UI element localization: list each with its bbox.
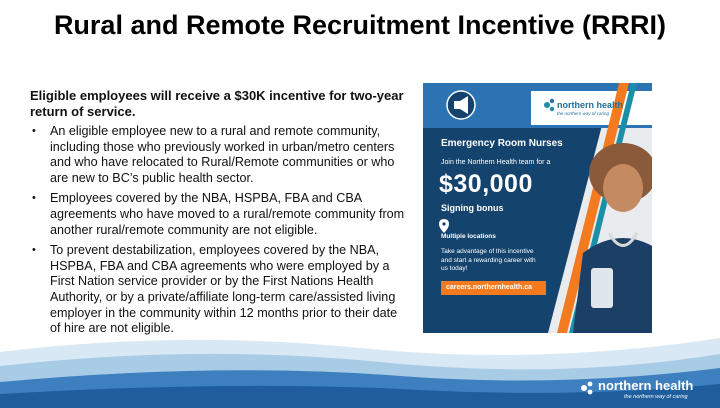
poster-bonus-label: Signing bonus [441, 203, 504, 213]
bullet-item [30, 124, 410, 186]
poster-logo [541, 98, 641, 122]
poster-url: careers.northernhealth.ca [441, 281, 546, 295]
footer-logo-name: northern health [598, 378, 694, 393]
bullet-text: An eligible employee new to a rural and remote community, including those who previously worked in urban/metro centers and who have relocated to Rural/Remote communities or who are new to BC’s public health sector. [50, 124, 395, 185]
megaphone-icon [447, 91, 475, 119]
intro-text: Eligible employees will receive a $30K incentive for two-year return of service. [30, 88, 404, 119]
footer-logo-icon [578, 378, 598, 398]
bullet-marker: • [32, 192, 36, 205]
bullet-item [30, 191, 410, 238]
recruitment-poster [423, 83, 652, 333]
bullet-marker: • [32, 125, 36, 137]
bullet-item [30, 243, 410, 337]
poster-amount: $30,000 [439, 170, 533, 198]
bullet-text: Employees covered by the NBA, HSPBA, FBA and CBA agreements who have moved to a rural/remote community from another rural/remote community are not eligible. [50, 191, 405, 237]
poster-take-text: Take advantage of this incentive and start a rewarding career with us today! [441, 248, 536, 272]
bullet-text: To prevent destabilization, employees covered by the NBA, HSPBA, FBA and CBA agreements who were employed by a First Nation service provider or by the First Nations Health Authority, or by a private/affiliate long-term care/assisted living employer in the community within 12 months prior to their date of hire are not eligible. [50, 243, 398, 336]
page-title: Rural and Remote Recruitment Incentive (RRRI) [53, 10, 667, 40]
poster-logo-name: northern health [557, 100, 624, 110]
footer-logo [578, 376, 708, 406]
bullet-list [30, 124, 410, 337]
poster-logo-tagline: the northern way of caring [557, 111, 610, 116]
bullet-marker: • [32, 244, 36, 257]
poster-headline: Emergency Room Nurses [441, 138, 563, 149]
poster-join-text: Join the Northern Health team for a [441, 159, 551, 166]
footer-logo-tagline: the northern way of caring [624, 394, 688, 400]
poster-locations: Multiple locations [441, 233, 496, 240]
body-text [30, 88, 410, 342]
